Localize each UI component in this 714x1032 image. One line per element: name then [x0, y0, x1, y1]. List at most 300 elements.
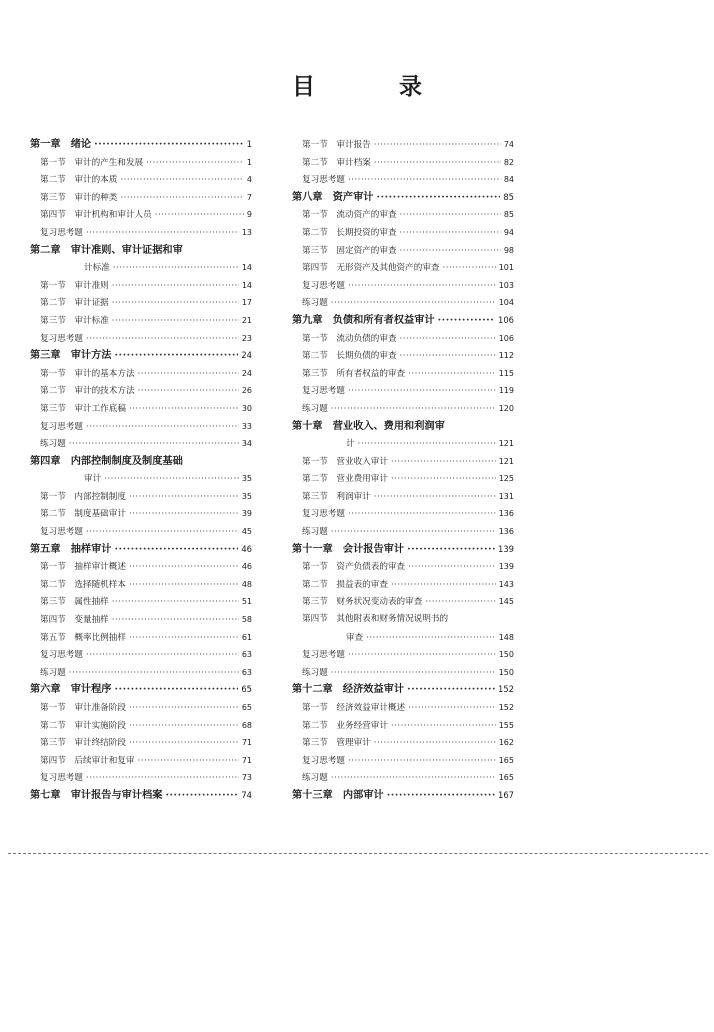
dot-leader — [120, 190, 244, 208]
toc-entry-title: 第九章 负债和所有者权益审计 — [292, 313, 435, 326]
toc-entry-title: 第四节 无形资产及其他资产的审查 — [302, 263, 440, 274]
toc-entry-title: 练习题 — [40, 439, 66, 450]
dot-leader — [138, 366, 239, 384]
toc-entry-page-number: 1 — [246, 157, 252, 167]
toc-entry-title: 第一节 审计报告 — [302, 140, 371, 150]
toc-entry-page-number: 112 — [498, 351, 514, 361]
toc-entry-sub[interactable] — [292, 453, 514, 471]
toc-entry-page-number: 46 — [241, 562, 252, 572]
dot-leader — [331, 665, 496, 683]
toc-entry-title: 第三节 利润审计 — [302, 491, 371, 502]
toc-entry-sub[interactable] — [292, 136, 514, 154]
toc-entry-title: 练习题 — [302, 298, 328, 309]
toc-entry-title: 第三节 所有者权益的审查 — [302, 368, 406, 379]
toc-entry-misc[interactable] — [30, 224, 252, 242]
toc-entry-cont[interactable] — [292, 435, 514, 453]
toc-entry-title: 复习思考题 — [40, 527, 83, 538]
dot-leader — [86, 647, 239, 665]
toc-entry-title: 第一节 审计准则 — [40, 280, 109, 291]
toc-entry-title: 练习题 — [302, 667, 328, 678]
dot-leader — [112, 295, 239, 313]
dot-leader — [408, 700, 496, 718]
dot-leader — [408, 559, 496, 577]
toc-entry-sub[interactable] — [30, 629, 252, 647]
toc-entry-sub[interactable] — [292, 206, 514, 224]
toc-entry-title: 第四节 后续审计和复审 — [40, 755, 135, 766]
dot-leader — [400, 348, 496, 366]
toc-entry-page-number: 30 — [241, 403, 252, 413]
dot-leader — [366, 630, 496, 648]
toc-entry-sub[interactable] — [30, 171, 252, 189]
toc-entry-title: 复习思考题 — [40, 421, 83, 432]
toc-entry-title: 审计 — [84, 474, 102, 485]
toc-entry-page-number: 65 — [241, 703, 252, 712]
toc-entry-title: 第六章 审计程序 — [30, 683, 112, 696]
dot-leader — [138, 753, 239, 771]
toc-entry-sub[interactable] — [292, 330, 514, 348]
dot-leader — [400, 207, 501, 225]
toc-entry-page-number: 120 — [498, 403, 514, 413]
toc-entry-title: 第三节 审计工作底稿 — [40, 403, 126, 414]
toc-entry-chapter[interactable] — [30, 136, 252, 154]
toc-entry-title: 第五章 抽样审计 — [30, 542, 112, 555]
dot-leader — [391, 577, 496, 595]
toc-entry-page-number: 73 — [241, 773, 252, 783]
dot-leader — [115, 681, 239, 699]
toc-entry-title: 第八章 资产审计 — [292, 190, 374, 203]
dot-leader — [120, 172, 244, 190]
toc-entry-title: 第三节 审计的种类 — [40, 192, 118, 203]
toc-entry-title: 复习思考题 — [302, 386, 345, 397]
dot-leader — [129, 506, 239, 524]
toc-entry-title: 第四章 内部控制制度及制度基础 — [30, 454, 183, 467]
toc-entry-page-number: 65 — [241, 684, 252, 695]
toc-entry-chapter[interactable] — [292, 541, 514, 559]
toc-entry-page-number: 13 — [241, 227, 252, 237]
toc-entry-sub[interactable] — [292, 365, 514, 383]
toc-entry-title: 审查 — [346, 632, 364, 643]
toc-entry-page-number: 152 — [498, 684, 514, 695]
toc-entry-page-number: 7 — [246, 192, 252, 202]
toc-entry-page-number: 34 — [241, 439, 252, 449]
toc-entry-title: 第四节 变量抽样 — [40, 615, 109, 626]
dot-leader — [387, 787, 495, 805]
dot-leader — [331, 401, 496, 419]
toc-entry-page-number: 58 — [241, 615, 252, 625]
toc-entry-misc[interactable] — [30, 418, 252, 436]
toc-entry-misc[interactable] — [292, 769, 514, 787]
toc-entry-title: 第一节 审计准备阶段 — [40, 703, 126, 713]
dot-leader — [331, 770, 496, 788]
toc-entry-title: 第二节 长期负债的审查 — [302, 351, 397, 362]
page-title: 目 录 — [291, 73, 460, 100]
toc-entry-sub[interactable] — [292, 576, 514, 594]
toc-entry-title: 第二节 损益表的审查 — [302, 579, 388, 590]
dot-leader — [438, 312, 495, 330]
toc-entry-page-number: 106 — [498, 333, 514, 343]
toc-entry-title: 第十章 营业收入、费用和利润审 — [292, 419, 445, 432]
toc-entry-title: 复习思考题 — [40, 333, 83, 344]
toc-entry-sub[interactable] — [30, 154, 252, 172]
toc-entry-misc[interactable] — [292, 400, 514, 418]
toc-entry-title: 第二节 审计的技术方法 — [40, 386, 135, 397]
toc-entry-title: 第三节 财务状况变动表的审查 — [302, 597, 423, 608]
toc-entry-sub[interactable] — [30, 488, 252, 506]
toc-entry-chapter[interactable] — [30, 453, 252, 471]
dot-leader — [69, 436, 239, 454]
toc-entry-sub[interactable] — [30, 206, 252, 224]
toc-entry-title: 第四节 审计机构和审计人员 — [40, 210, 152, 221]
toc-entry-title: 第二节 营业费用审计 — [302, 474, 388, 485]
toc-entry-page-number: 39 — [241, 509, 252, 519]
toc-entry-sub[interactable] — [292, 154, 514, 172]
dot-leader — [113, 260, 239, 278]
toc-entry-misc[interactable] — [292, 752, 514, 770]
toc-entry-misc[interactable] — [292, 505, 514, 523]
dot-leader — [425, 594, 495, 612]
toc-entry-title: 复习思考题 — [40, 650, 83, 661]
dot-leader — [331, 524, 496, 542]
toc-entry-sub[interactable] — [30, 699, 252, 717]
toc-entry-title: 第二章 审计准则、审计证据和审 — [30, 243, 183, 256]
dot-leader — [112, 313, 239, 331]
toc-entry-misc[interactable] — [30, 769, 252, 787]
toc-left-column — [30, 136, 252, 805]
dot-leader — [86, 419, 239, 437]
toc-entry-title: 第一节 审计的产生和发展 — [40, 157, 144, 168]
dot-leader — [129, 401, 239, 419]
toc-entry-title: 复习思考题 — [302, 175, 345, 186]
dot-leader — [377, 189, 501, 207]
toc-entry-title: 第十三章 内部审计 — [292, 788, 384, 801]
toc-entry-title: 复习思考题 — [302, 650, 345, 661]
toc-entry-sub[interactable] — [292, 734, 514, 752]
toc-entry-title: 练习题 — [302, 403, 328, 414]
toc-entry-page-number: 84 — [503, 175, 514, 185]
toc-entry-sub[interactable] — [292, 699, 514, 717]
dot-leader — [348, 506, 496, 524]
toc-entry-page-number: 33 — [241, 421, 252, 431]
toc-entry-misc[interactable] — [30, 664, 252, 682]
toc-entry-misc[interactable] — [292, 382, 514, 400]
toc-entry-cont[interactable] — [292, 629, 514, 647]
toc-entry-misc[interactable] — [292, 171, 514, 189]
toc-entry-page-number: 85 — [503, 191, 514, 202]
toc-entry-page-number: 14 — [241, 280, 252, 290]
toc-entry-title: 复习思考题 — [302, 280, 345, 291]
toc-entry-sub[interactable] — [30, 189, 252, 207]
dot-leader — [138, 383, 239, 401]
toc-entry-page-number: 61 — [241, 632, 252, 642]
toc-entry-sub[interactable] — [30, 365, 252, 383]
toc-entry-page-number: 85 — [503, 210, 514, 220]
toc-entry-page-number: 139 — [498, 543, 514, 554]
toc-entry-page-number: 74 — [241, 789, 252, 800]
toc-entry-misc[interactable] — [292, 523, 514, 541]
dot-leader — [443, 260, 496, 278]
dot-leader — [400, 243, 501, 261]
toc-entry-title: 第十一章 会计报告审计 — [292, 542, 405, 555]
toc-entry-page-number: 74 — [503, 140, 514, 149]
toc-entry-chapter[interactable] — [292, 681, 514, 699]
toc-entry-page-number: 136 — [498, 527, 514, 537]
toc-entry-title: 复习思考题 — [40, 227, 83, 238]
toc-entry-page-number: 9 — [246, 210, 252, 220]
toc-entry-title: 第二节 长期投资的审查 — [302, 227, 397, 238]
toc-entry-page-number: 119 — [498, 386, 514, 396]
dot-leader — [129, 735, 239, 753]
dot-leader — [129, 559, 239, 577]
dot-leader — [408, 366, 496, 384]
toc-entry-title: 第三节 审计终结阶段 — [40, 738, 126, 749]
dot-leader — [407, 541, 495, 559]
dot-leader — [374, 489, 496, 507]
toc-entry-sub[interactable] — [30, 611, 252, 629]
toc-entry-sub[interactable] — [292, 470, 514, 488]
toc-entry-page-number: 24 — [241, 368, 252, 378]
dot-leader — [115, 347, 239, 365]
toc-entry-title: 第二节 审计的本质 — [40, 175, 118, 186]
toc-entry-sub[interactable] — [292, 259, 514, 277]
toc-entry-page-number: 143 — [498, 579, 514, 589]
toc-entry-sub[interactable] — [292, 717, 514, 735]
dot-leader — [112, 594, 239, 612]
toc-entry-page-number: 68 — [241, 720, 252, 730]
toc-entry-page-number: 136 — [498, 509, 514, 519]
toc-entry-title: 第四节 其他附表和财务情况说明书的 — [302, 614, 449, 625]
dot-leader — [112, 612, 239, 630]
dot-leader — [331, 295, 496, 313]
toc-entry-misc[interactable] — [30, 523, 252, 541]
toc-entry-page-number: 94 — [503, 227, 514, 237]
toc-entry-sub[interactable] — [30, 717, 252, 735]
toc-entry-page-number: 21 — [241, 315, 252, 325]
dot-leader — [115, 541, 239, 559]
toc-entry-sub[interactable] — [30, 382, 252, 400]
toc-entry-title: 第一节 流动资产的审查 — [302, 210, 397, 221]
dot-leader — [391, 454, 496, 472]
dot-leader — [94, 136, 244, 154]
toc-entry-page-number: 101 — [498, 263, 514, 273]
toc-entry-page-number: 23 — [241, 333, 252, 343]
toc-entry-misc[interactable] — [292, 294, 514, 312]
dot-leader — [86, 770, 239, 788]
dot-leader — [374, 735, 496, 753]
dot-leader — [129, 577, 239, 595]
toc-entry-title: 第三节 管理审计 — [302, 738, 371, 749]
toc-entry-sub[interactable] — [30, 593, 252, 611]
toc-entry-page-number: 51 — [241, 597, 252, 607]
toc-entry-page-number: 162 — [498, 738, 514, 748]
toc-entry-misc[interactable] — [292, 277, 514, 295]
toc-entry-page-number: 150 — [498, 650, 514, 660]
toc-entry-sub[interactable] — [30, 312, 252, 330]
toc-entry-misc[interactable] — [292, 646, 514, 664]
toc-entry-sub[interactable] — [292, 347, 514, 365]
dot-leader — [407, 681, 495, 699]
toc-entry-page-number: 115 — [498, 368, 514, 378]
toc-entry-title: 第三章 审计方法 — [30, 349, 112, 362]
dot-leader — [86, 524, 239, 542]
dot-leader — [391, 471, 496, 489]
toc-entry-page-number: 14 — [241, 263, 252, 273]
toc-entry-page-number: 104 — [498, 298, 514, 308]
toc-entry-sub[interactable] — [30, 752, 252, 770]
dot-leader — [348, 647, 496, 665]
toc-entry-title: 练习题 — [302, 527, 328, 538]
toc-entry-page-number: 24 — [241, 350, 252, 361]
toc-entry-title: 复习思考题 — [302, 755, 345, 766]
toc-entry-sub[interactable] — [292, 488, 514, 506]
toc-entry-title: 第二节 选择随机样本 — [40, 579, 126, 590]
toc-entry-page-number: 106 — [498, 314, 514, 325]
toc-entry-cont[interactable] — [30, 259, 252, 277]
toc-entry-page-number: 152 — [498, 703, 514, 712]
toc-entry-title: 第十二章 经济效益审计 — [292, 683, 405, 696]
toc-entry-title: 计标准 — [84, 263, 110, 274]
toc-entry-title: 练习题 — [302, 773, 328, 784]
dot-leader — [129, 489, 239, 507]
toc-entry-page-number: 165 — [498, 755, 514, 765]
toc-entry-sub[interactable] — [292, 593, 514, 611]
dot-leader — [391, 718, 496, 736]
dot-leader — [400, 225, 501, 243]
toc-entry-title: 第三节 审计标准 — [40, 315, 109, 326]
toc-entry-title: 计 — [346, 439, 355, 450]
toc-entry-chapter[interactable] — [30, 347, 252, 365]
toc-entry-page-number: 125 — [498, 474, 514, 484]
toc-entry-page-number: 71 — [241, 755, 252, 765]
toc-entry-misc[interactable] — [30, 435, 252, 453]
toc-entry-sub[interactable] — [30, 734, 252, 752]
toc-entry-page-number: 121 — [498, 456, 514, 466]
toc-right-column — [292, 136, 514, 805]
toc-entry-page-number: 148 — [498, 632, 514, 642]
toc-entry-sub[interactable] — [30, 576, 252, 594]
toc-entry-chapter[interactable] — [292, 312, 514, 330]
dot-leader — [86, 331, 239, 349]
toc-entry-title: 第一节 审计的基本方法 — [40, 368, 135, 379]
dot-leader — [400, 331, 496, 349]
toc-entry-page-number: 17 — [241, 298, 252, 308]
dot-leader — [146, 155, 244, 173]
toc-entry-title: 第一节 经济效益审计概述 — [302, 703, 406, 713]
toc-entry-sub[interactable] — [30, 505, 252, 523]
toc-entry-page-number: 165 — [498, 773, 514, 783]
toc-entry-page-number: 48 — [241, 579, 252, 589]
toc-entry-title: 第一节 资产负债表的审查 — [302, 562, 406, 573]
toc-entry-title: 第二节 业务经营审计 — [302, 720, 388, 731]
toc-entry-page-number: 71 — [241, 738, 252, 748]
toc-entry-sub[interactable] — [30, 558, 252, 576]
toc-entry-chapter[interactable] — [30, 541, 252, 559]
toc-entry-misc[interactable] — [30, 646, 252, 664]
toc-entry-title: 第二节 审计档案 — [302, 157, 371, 168]
toc-entry-page-number: 26 — [241, 386, 252, 396]
toc-entry-page-number: 167 — [498, 789, 514, 800]
toc-entry-sub[interactable] — [30, 277, 252, 295]
bottom-divider — [8, 853, 708, 854]
toc-entry-page-number: 98 — [503, 245, 514, 255]
toc-entry-chapter[interactable] — [292, 787, 514, 805]
toc-entry-chapter[interactable] — [292, 418, 514, 436]
toc-entry-page-number: 4 — [246, 175, 252, 185]
toc-entry-page-number: 63 — [241, 667, 252, 677]
toc-entry-title: 第五节 概率比例抽样 — [40, 632, 126, 643]
toc-entry-page-number: 35 — [241, 474, 252, 484]
toc-entry-page-number: 155 — [498, 720, 514, 730]
toc-entry-page-number: 45 — [241, 527, 252, 537]
toc-entry-page-number: 35 — [241, 491, 252, 501]
toc-entry-sub[interactable] — [292, 242, 514, 260]
toc-entry-chapter[interactable] — [30, 242, 252, 260]
toc-entry-page-number: 121 — [498, 439, 514, 449]
dot-leader — [348, 753, 496, 771]
dot-leader — [155, 207, 244, 225]
toc-entry-page-number: 46 — [241, 543, 252, 554]
toc-entry-sub[interactable] — [30, 400, 252, 418]
toc-entry-title: 第三节 固定资产的审查 — [302, 245, 397, 256]
dot-leader — [69, 665, 239, 683]
toc-entry-title: 第二节 审计实施阶段 — [40, 720, 126, 731]
toc-entry-page-number: 131 — [498, 491, 514, 501]
toc-entry-title: 第一节 抽样审计概述 — [40, 562, 126, 573]
toc-entry-sub[interactable] — [30, 294, 252, 312]
toc-entry-title: 第一章 绪论 — [30, 138, 92, 150]
toc-entry-title: 练习题 — [40, 667, 66, 678]
toc-entry-cont[interactable] — [30, 470, 252, 488]
toc-entry-title: 复习思考题 — [302, 509, 345, 520]
dot-leader — [358, 436, 496, 454]
toc-entry-sub[interactable] — [292, 611, 514, 629]
dot-leader — [129, 718, 239, 736]
toc-entry-page-number: 82 — [503, 157, 514, 167]
dot-leader — [104, 471, 239, 489]
toc-entry-title: 第三节 属性抽样 — [40, 597, 109, 608]
toc-entry-page-number: 103 — [498, 280, 514, 290]
dot-leader — [348, 383, 496, 401]
dot-leader — [348, 278, 496, 296]
dot-leader — [348, 172, 501, 190]
toc-entry-title: 第一节 流动负债的审查 — [302, 333, 397, 344]
toc-entry-misc[interactable] — [292, 664, 514, 682]
toc-entry-title: 第二节 制度基础审计 — [40, 509, 126, 520]
toc-entry-page-number: 145 — [498, 597, 514, 607]
toc-entry-sub[interactable] — [292, 558, 514, 576]
dot-leader — [129, 700, 239, 718]
toc-entry-title: 复习思考题 — [40, 773, 83, 784]
toc-entry-chapter[interactable] — [30, 681, 252, 699]
toc-entry-title: 第一节 内部控制制度 — [40, 491, 126, 502]
dot-leader — [374, 137, 501, 155]
toc-entry-page-number: 63 — [241, 650, 252, 660]
toc-entry-misc[interactable] — [30, 330, 252, 348]
toc-entry-title: 第二节 审计证据 — [40, 298, 109, 309]
dot-leader — [165, 787, 238, 805]
toc-entry-page-number: 150 — [498, 667, 514, 677]
toc-entry-chapter[interactable] — [30, 787, 252, 805]
dot-leader — [374, 155, 501, 173]
toc-entry-page-number: 139 — [498, 562, 514, 572]
dot-leader — [86, 225, 239, 243]
toc-entry-page-number: 1 — [246, 139, 252, 149]
toc-entry-chapter[interactable] — [292, 189, 514, 207]
toc-entry-sub[interactable] — [292, 224, 514, 242]
toc-entry-title: 第一节 营业收入审计 — [302, 456, 388, 467]
toc-entry-title: 第七章 审计报告与审计档案 — [30, 788, 163, 801]
dot-leader — [112, 278, 239, 296]
dot-leader — [129, 630, 239, 648]
